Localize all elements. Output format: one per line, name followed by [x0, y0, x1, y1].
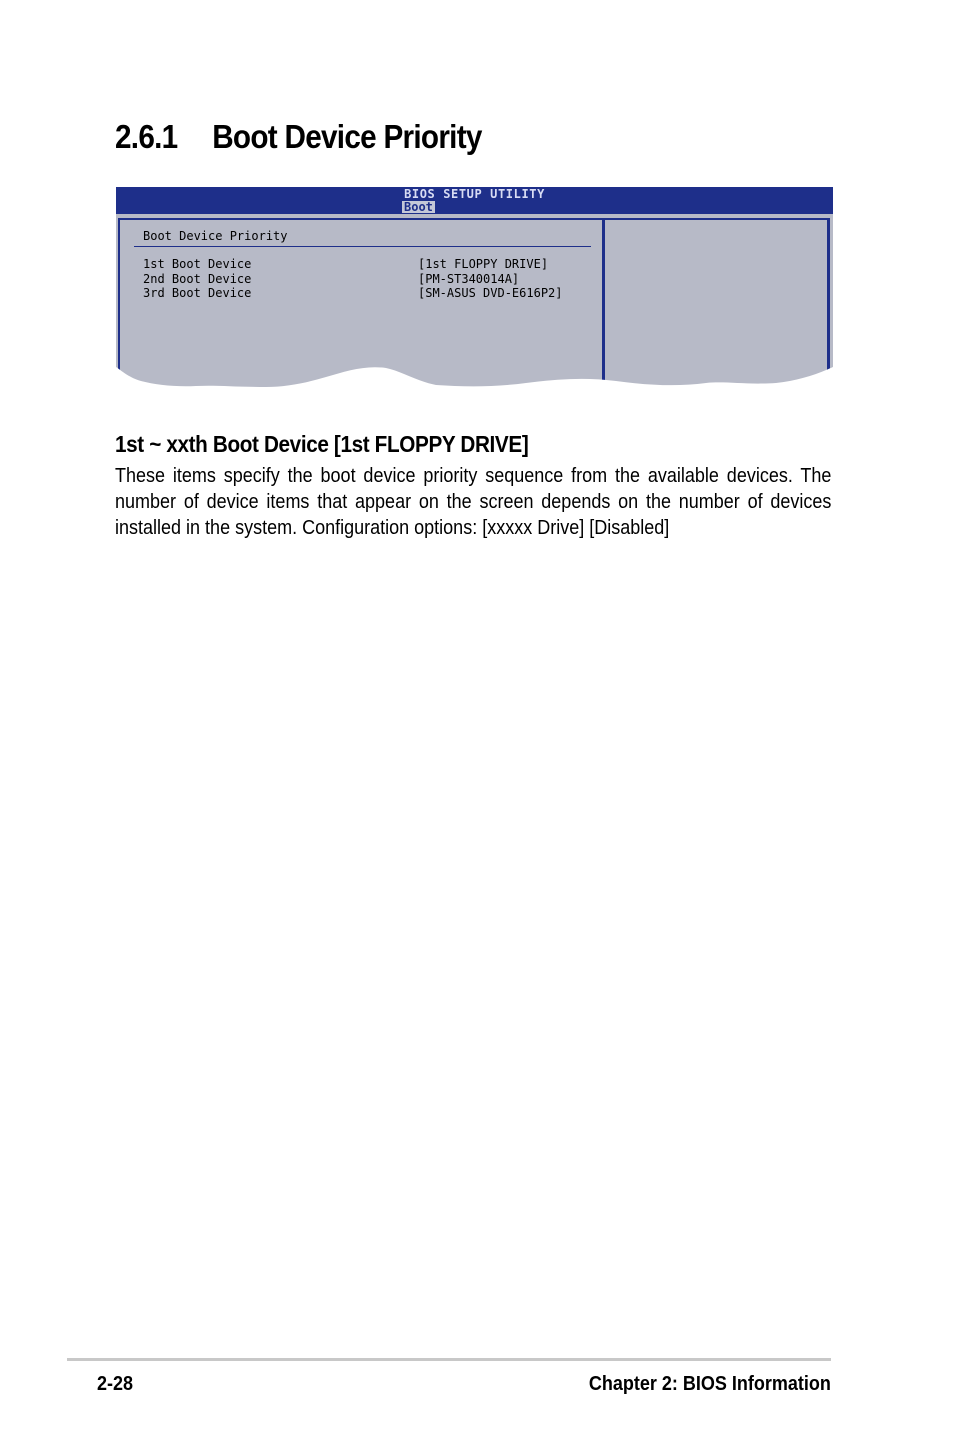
- section-number: 2.6.1: [115, 118, 178, 155]
- bios-panel-title: Boot Device Priority: [143, 229, 288, 243]
- footer-rule: [67, 1358, 831, 1361]
- subsection-body: These items specify the boot device priority sequence from the available devices. The number of device items that appear on the screen depends on the number of devices installed in the system. Configuration options: [xxxxx Drive] [Disabled]: [115, 465, 832, 539]
- bios-row-2nd-boot-device[interactable]: [143, 272, 593, 287]
- bios-row-3rd-boot-device[interactable]: [143, 286, 593, 301]
- bios-title-rule: [134, 246, 591, 247]
- bios-title: BIOS SETUP UTILITY: [404, 187, 545, 201]
- bios-row-1st-boot-device[interactable]: [143, 257, 593, 272]
- bios-divider: [118, 218, 605, 220]
- bios-header-bar: [116, 187, 833, 214]
- chapter-title: Chapter 2: BIOS Information: [588, 1373, 831, 1395]
- bios-row-label: 1st Boot Device: [143, 257, 252, 271]
- subsection-heading: 1st ~ xxth Boot Device [1st FLOPPY DRIVE]: [115, 431, 529, 457]
- bios-tab-boot[interactable]: Boot: [404, 200, 433, 214]
- torn-edge: [116, 367, 833, 409]
- bios-row-value[interactable]: [1st FLOPPY DRIVE]: [418, 257, 549, 271]
- bios-screenshot: [116, 187, 833, 409]
- section-title: Boot Device Priority: [212, 118, 482, 155]
- bios-row-label: 2nd Boot Device: [143, 271, 252, 286]
- bios-row-value[interactable]: [PM-ST340014A]: [418, 271, 520, 286]
- bios-divider: [605, 218, 830, 220]
- bios-row-value[interactable]: [SM-ASUS DVD-E616P2]: [418, 286, 563, 300]
- section-heading: [115, 118, 482, 156]
- page-number: 2-28: [97, 1373, 134, 1395]
- bios-divider: [118, 220, 120, 380]
- bios-boot-device-list: [143, 257, 593, 301]
- bios-divider: [827, 220, 830, 380]
- bios-row-label: 3rd Boot Device: [143, 286, 252, 300]
